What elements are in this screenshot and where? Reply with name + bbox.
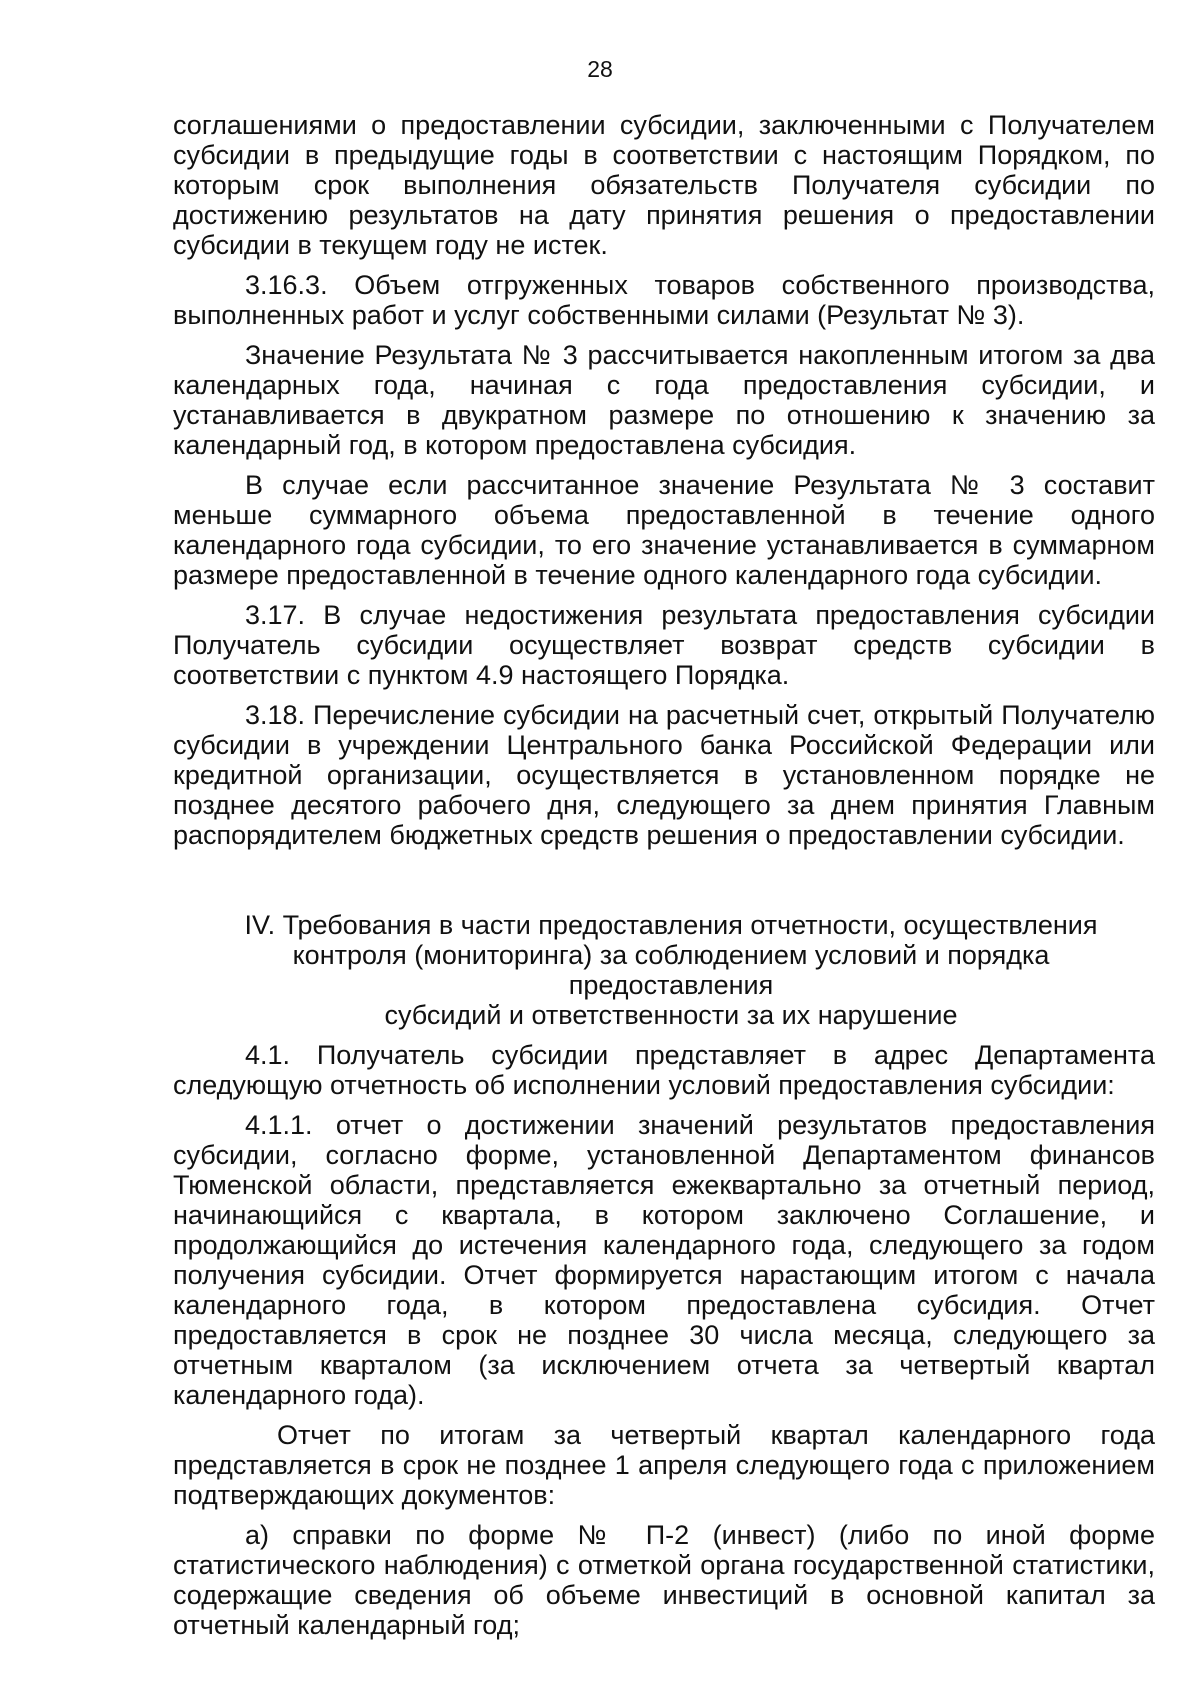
paragraph-continuation: соглашениями о предоставлении субсидии, заключенными с Получателем субсидии в предыдущие годы в соответствии с настоящим Порядком, по которым срок выполнения обязательств Получателя субсидии по достижению результатов на дату принятия решения о предоставлении субсидии в текущем году не истек. <box>173 110 1155 260</box>
section-heading-line: субсидий и ответственности за их нарушение <box>384 1000 958 1030</box>
paragraph-3-16-3: 3.16.3. Объем отгруженных товаров собственного производства, выполненных работ и услуг собственными силами (Результат № 3). <box>173 270 1155 330</box>
section-heading <box>173 910 1155 1030</box>
paragraph-result-3-case: В случае если рассчитанное значение Результата № 3 составит меньше суммарного объема предоставленной в течение одного календарного года субсидии, то его значение устанавливается в суммарном размере предоставленной в течение одного календарного года субсидии. <box>173 470 1155 590</box>
paragraph-3-18: 3.18. Перечисление субсидии на расчетный счет, открытый Получателю субсидии в учреждении Центрального банка Российской Федерации или кредитной организации, осуществляется в установленном порядке не позднее десятого рабочего дня, следующего за днем принятия Главным распорядителем бюджетных средств решения о предоставлении субсидии. <box>173 700 1155 850</box>
section-heading-line: контроля (мониторинга) за соблюдением условий и порядка предоставления <box>292 940 1050 1000</box>
paragraph-q4-report: Отчет по итогам за четвертый квартал календарного года представляется в срок не позднее 1 апреля следующего года с приложением подтверждающих документов: <box>173 1420 1155 1510</box>
page-number: 28 <box>587 56 613 82</box>
section-heading-line: IV. Требования в части предоставления отчетности, осуществления <box>244 910 1098 940</box>
paragraph-3-17: 3.17. В случае недостижения результата предоставления субсидии Получатель субсидии осуществляет возврат средств субсидии в соответствии с пунктом 4.9 настоящего Порядка. <box>173 600 1155 690</box>
paragraph-4-1-1: 4.1.1. отчет о достижении значений результатов предоставления субсидии, согласно форме, установленной Департаментом финансов Тюменской области, представляется ежеквартально за отчетный период, начинающийся с квартала, в котором заключено Соглашение, и продолжающийся до истечения календарного года, следующего за годом получения субсидии. Отчет формируется нарастающим итогом с начала календарного года, в котором предоставлена субсидия. Отчет предоставляется в срок не позднее 30 числа месяца, следующего за отчетным кварталом (за исключением отчета за четвертый квартал календарного года). <box>173 1110 1155 1410</box>
document-body <box>173 110 1155 1650</box>
paragraph-item-a: а) справки по форме № П-2 (инвест) (либо по иной форме статистического наблюдения) с отметкой органа государственной статистики, содержащие сведения об объеме инвестиций в основной капитал за отчетный календарный год; <box>173 1520 1155 1640</box>
paragraph-result-3-value: Значение Результата № 3 рассчитывается накопленным итогом за два календарных года, начиная с года предоставления субсидии, и устанавливается в двукратном размере по отношению к значению за календарный год, в котором предоставлена субсидия. <box>173 340 1155 460</box>
paragraph-4-1: 4.1. Получатель субсидии представляет в адрес Департамента следующую отчетность об исполнении условий предоставления субсидии: <box>173 1040 1155 1100</box>
